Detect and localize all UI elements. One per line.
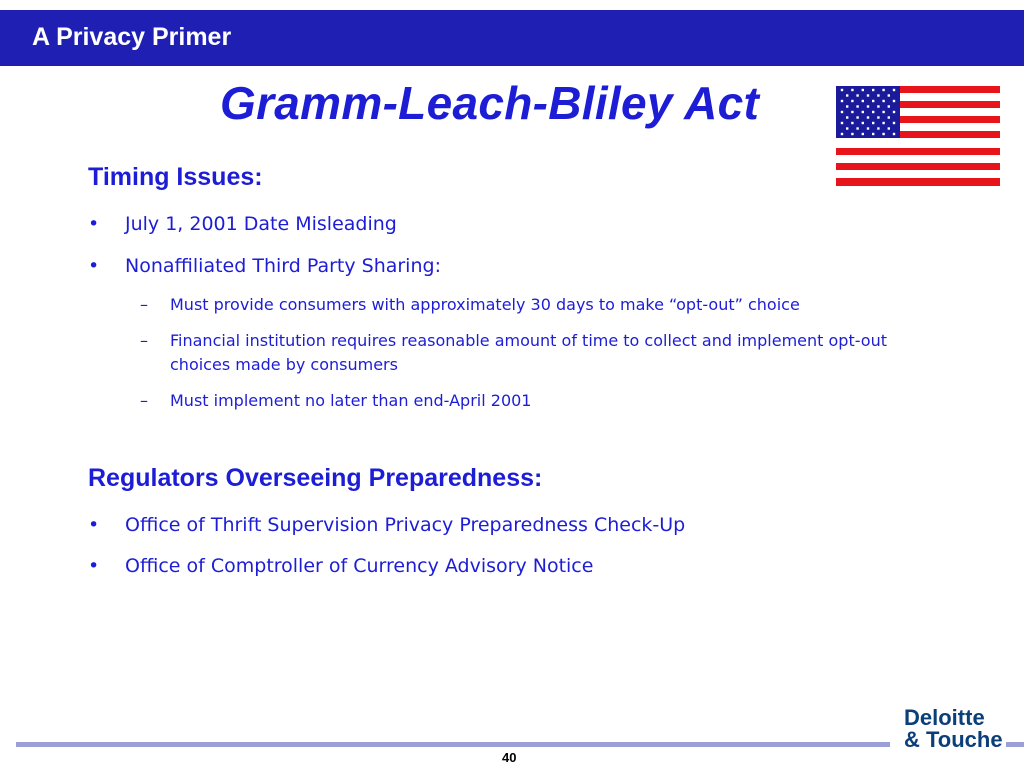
bullet-marker: • [88, 213, 100, 235]
bullet-marker: • [88, 514, 100, 536]
flag-star [867, 116, 869, 118]
logo-line-2: & Touche [904, 727, 1003, 752]
flag-star [872, 111, 874, 113]
flag-star [856, 94, 858, 96]
flag-star [867, 127, 869, 129]
flag-star [888, 127, 890, 129]
flag-star [841, 111, 843, 113]
flag-star [851, 100, 853, 102]
flag-star [877, 116, 879, 118]
sub-item-text: Must implement no later than end-April 2001 [170, 391, 532, 410]
flag-star [856, 127, 858, 129]
footer-divider-right [1006, 742, 1024, 747]
flag-star [893, 89, 895, 91]
flag-star [851, 133, 853, 135]
bullet-text: July 1, 2001 Date Misleading [125, 213, 397, 235]
sub-item [140, 329, 940, 377]
flag-star [846, 116, 848, 118]
flag-star [893, 100, 895, 102]
header-bar [0, 10, 1024, 66]
dash-marker: – [140, 331, 148, 350]
us-flag-icon [836, 86, 1000, 186]
sub-item [140, 389, 940, 413]
flag-star [882, 111, 884, 113]
dash-marker: – [140, 391, 148, 410]
flag-star [877, 127, 879, 129]
flag-star [851, 122, 853, 124]
flag-star [882, 122, 884, 124]
deloitte-logo [904, 707, 1008, 751]
bullet-marker: • [88, 255, 100, 277]
logo-line-1: Deloitte [904, 705, 985, 730]
flag-star [872, 133, 874, 135]
bullet-item [88, 213, 397, 235]
flag-star [882, 100, 884, 102]
slide-title: Gramm-Leach-Bliley Act [220, 77, 760, 129]
flag-star [867, 105, 869, 107]
flag-star [893, 133, 895, 135]
section-heading-regulators: Regulators Overseeing Preparedness: [88, 464, 543, 492]
sub-item [140, 293, 940, 317]
bullet-item [88, 555, 593, 577]
flag-star [862, 100, 864, 102]
bullet-text: Office of Comptroller of Currency Advisory Notice [125, 555, 594, 577]
flag-star [846, 94, 848, 96]
flag-star [841, 89, 843, 91]
bullet-text: Nonaffiliated Third Party Sharing: [125, 255, 441, 277]
header-title: A Privacy Primer [32, 23, 232, 51]
flag-star [862, 89, 864, 91]
flag-star [862, 111, 864, 113]
bullet-item [88, 514, 685, 536]
flag-star [862, 133, 864, 135]
flag-star [872, 100, 874, 102]
dash-marker: – [140, 295, 148, 314]
flag-star [841, 122, 843, 124]
flag-star [867, 94, 869, 96]
flag-star [877, 105, 879, 107]
flag-star [872, 122, 874, 124]
flag-star [888, 94, 890, 96]
flag-star [846, 105, 848, 107]
flag-star [851, 111, 853, 113]
flag-star [856, 116, 858, 118]
flag-star [893, 122, 895, 124]
flag-star [877, 94, 879, 96]
flag-star [862, 122, 864, 124]
flag-star [841, 100, 843, 102]
flag-star [851, 89, 853, 91]
section-heading-timing: Timing Issues: [88, 163, 263, 191]
flag-star [841, 133, 843, 135]
flag-star [888, 105, 890, 107]
flag-star [893, 111, 895, 113]
flag-star [888, 116, 890, 118]
sub-item-text: Financial institution requires reasonable amount of time to collect and implement opt-out choices made by consumers [170, 331, 887, 374]
bullet-marker: • [88, 555, 100, 577]
flag-star [872, 89, 874, 91]
flag-star [846, 127, 848, 129]
bullet-item [88, 255, 441, 277]
flag-star [882, 133, 884, 135]
sub-item-text: Must provide consumers with approximately 30 days to make “opt-out” choice [170, 295, 800, 314]
flag-star [856, 105, 858, 107]
footer-divider [16, 742, 890, 747]
bullet-text: Office of Thrift Supervision Privacy Preparedness Check-Up [125, 514, 686, 536]
page-number: 40 [502, 750, 517, 765]
flag-star [882, 89, 884, 91]
